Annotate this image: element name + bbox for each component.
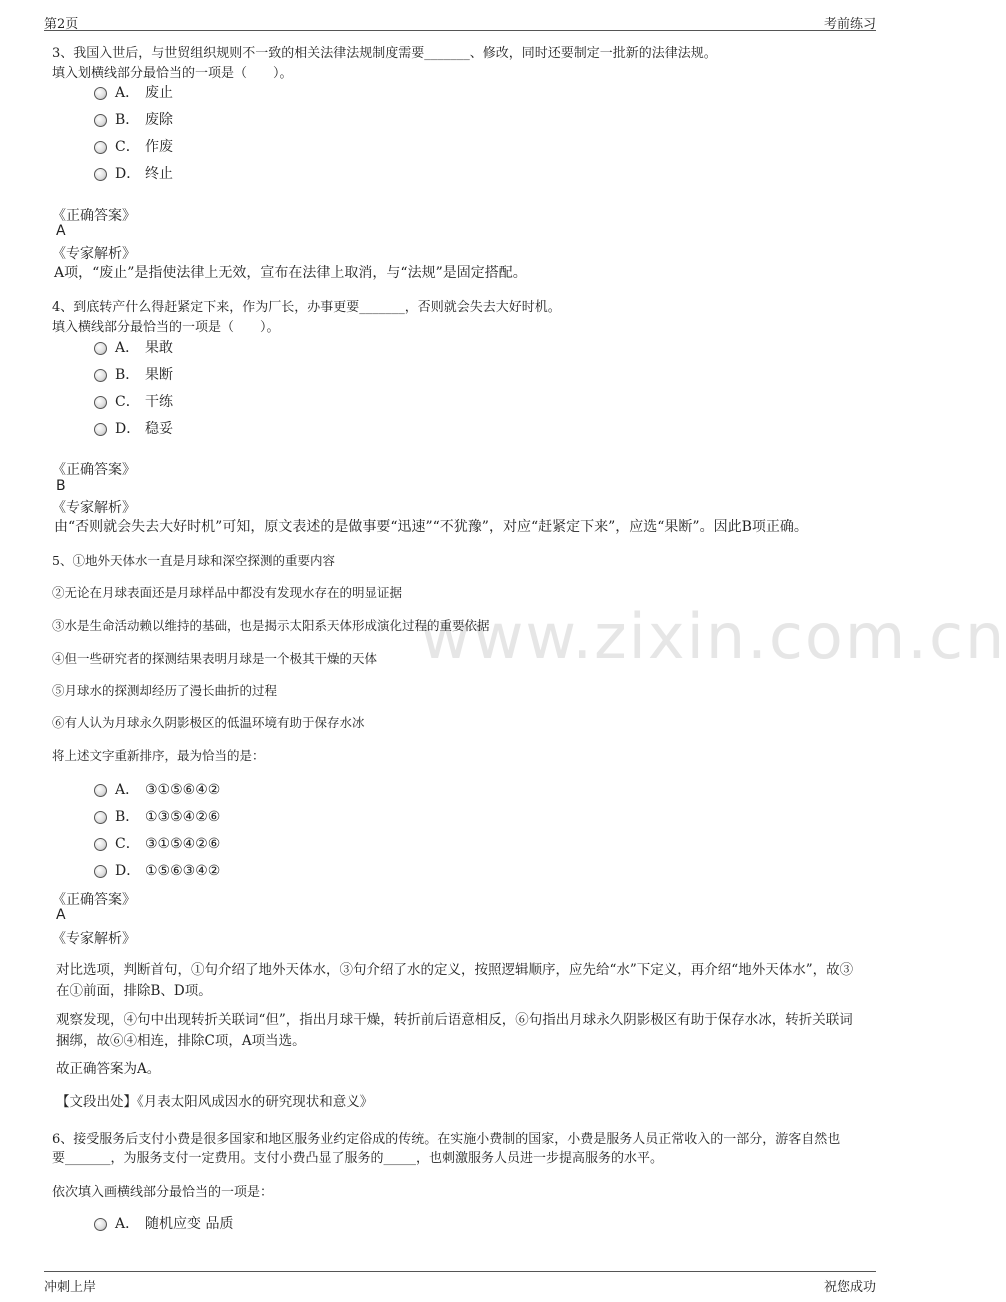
- q5-analysis-label: 《专家解析》: [52, 931, 136, 947]
- q3-answer: A: [56, 223, 66, 239]
- q3-option-b[interactable]: B． 废除: [94, 109, 173, 129]
- q4-option-a[interactable]: A． 果敢: [94, 337, 173, 357]
- q4-prompt: 填入横线部分最恰当的一项是（ ）。: [52, 320, 280, 335]
- radio-icon[interactable]: [94, 87, 107, 100]
- header-title: 考前练习: [823, 17, 876, 32]
- radio-icon[interactable]: [94, 141, 107, 154]
- q5-sentence: ②无论在月球表面还是月球样品中都没有发现水存在的明显证据: [52, 585, 403, 600]
- q5-option-a[interactable]: A． ③①⑤⑥④②: [94, 779, 220, 799]
- q3-option-c[interactable]: C． 作废: [94, 136, 173, 156]
- q5-answer-label: 《正确答案》: [52, 892, 136, 908]
- q6-option-a[interactable]: A． 随机应变 品质: [94, 1213, 233, 1233]
- q5-sentence: ③水是生命活动赖以维持的基础，也是揭示太阳系天体形成演化过程的重要依据: [52, 618, 490, 633]
- q4-option-b[interactable]: B． 果断: [94, 364, 173, 384]
- q3-option-a[interactable]: A． 废止: [94, 82, 173, 102]
- q5-sentence: ⑤月球水的探测却经历了漫长曲折的过程: [52, 683, 278, 698]
- q5-sentence: ④但一些研究者的探测结果表明月球是一个极其干燥的天体: [52, 651, 378, 666]
- q5-analysis-paragraph: 对比选项，判断首句，①句介绍了地外天体水，③句介绍了水的定义，按照逻辑顺序，应先给“水”下定义，再介绍“地外天体水”，故③在①前面，排除B、D项。: [56, 962, 854, 999]
- q4-answer-label: 《正确答案》: [52, 462, 136, 478]
- q5-option-d[interactable]: D． ①⑤⑥③④②: [94, 860, 220, 880]
- footer-left: 冲刺上岸: [44, 1280, 97, 1295]
- q5-prompt: 将上述文字重新排序，最为恰当的是：: [52, 748, 265, 763]
- q3-answer-label: 《正确答案》: [52, 208, 136, 224]
- page-footer: [44, 1271, 876, 1296]
- q5-sentence: 5、①地外天体水一直是月球和深空探测的重要内容: [52, 553, 335, 568]
- q3-prompt: 填入划横线部分最恰当的一项是（ ）。: [52, 66, 293, 81]
- radio-icon[interactable]: [94, 811, 107, 824]
- radio-icon[interactable]: [94, 423, 107, 436]
- q5-answer: A: [56, 907, 66, 923]
- q4-option-c[interactable]: C． 干练: [94, 391, 173, 411]
- q3-stem: 3、我国入世后，与世贸组织规则不一致的相关法律法规制度需要_______、修改，同时还要制定一批新的法律法规。: [52, 46, 717, 61]
- q6-stem-line1: 6、接受服务后支付小费是很多国家和地区服务业约定俗成的传统。在实施小费制的国家，小费是服务人员正常收入的一部分，游客自然也: [52, 1132, 841, 1147]
- q6-prompt: 依次填入画横线部分最恰当的一项是：: [52, 1185, 274, 1200]
- radio-icon[interactable]: [94, 114, 107, 127]
- q5-sentence: ⑥有人认为月球永久阴影极区的低温环境有助于保存水冰: [52, 715, 365, 730]
- radio-icon[interactable]: [94, 865, 107, 878]
- radio-icon[interactable]: [94, 784, 107, 797]
- q5-source: 【文段出处】《月表太阳风成因水的研究现状和意义》: [56, 1094, 374, 1110]
- radio-icon[interactable]: [94, 168, 107, 181]
- q4-stem: 4、到底转产什么得赶紧定下来，作为厂长，办事更要_______，否则就会失去大好时机。: [52, 300, 561, 315]
- q5-analysis-paragraph: 观察发现，④句中出现转折关联词“但”，指出月球干燥，转折前后语意相反，⑥句指出月球永久阴影极区有助于保存水冰，转折关联词捆绑，故⑥④相连，排除C项，A项当选。: [56, 1012, 853, 1049]
- radio-icon[interactable]: [94, 1218, 107, 1231]
- q4-option-d[interactable]: D． 稳妥: [94, 418, 173, 438]
- q4-analysis: 由“否则就会失去大好时机”可知，原文表述的是做事要“迅速”“不犹豫”，对应“赶紧定下来”，应选“果断”。因此B项正确。: [54, 519, 808, 535]
- q3-analysis-label: 《专家解析》: [52, 246, 136, 262]
- footer-right: 祝您成功: [823, 1280, 876, 1295]
- q3-analysis: A项，“废止”是指使法律上无效，宣布在法律上取消，与“法规”是固定搭配。: [54, 265, 527, 281]
- page-number: 第2页: [44, 17, 79, 32]
- radio-icon[interactable]: [94, 838, 107, 851]
- q5-option-b[interactable]: B． ①③⑤④②⑥: [94, 806, 220, 826]
- q3-option-d[interactable]: D． 终止: [94, 163, 173, 183]
- radio-icon[interactable]: [94, 342, 107, 355]
- q6-stem-line2: 要_______，为服务支付一定费用。支付小费凸显了服务的_____，也刺激服务人员进一步提高服务的水平。: [52, 1151, 664, 1166]
- page-header: [44, 10, 876, 31]
- q4-answer: B: [56, 478, 66, 494]
- q5-option-c[interactable]: C． ③①⑤④②⑥: [94, 833, 220, 853]
- q4-analysis-label: 《专家解析》: [52, 500, 136, 516]
- q5-analysis-conclusion: 故正确答案为A。: [56, 1061, 161, 1077]
- radio-icon[interactable]: [94, 396, 107, 409]
- watermark: www.zixin.com.cn: [420, 600, 1006, 673]
- radio-icon[interactable]: [94, 369, 107, 382]
